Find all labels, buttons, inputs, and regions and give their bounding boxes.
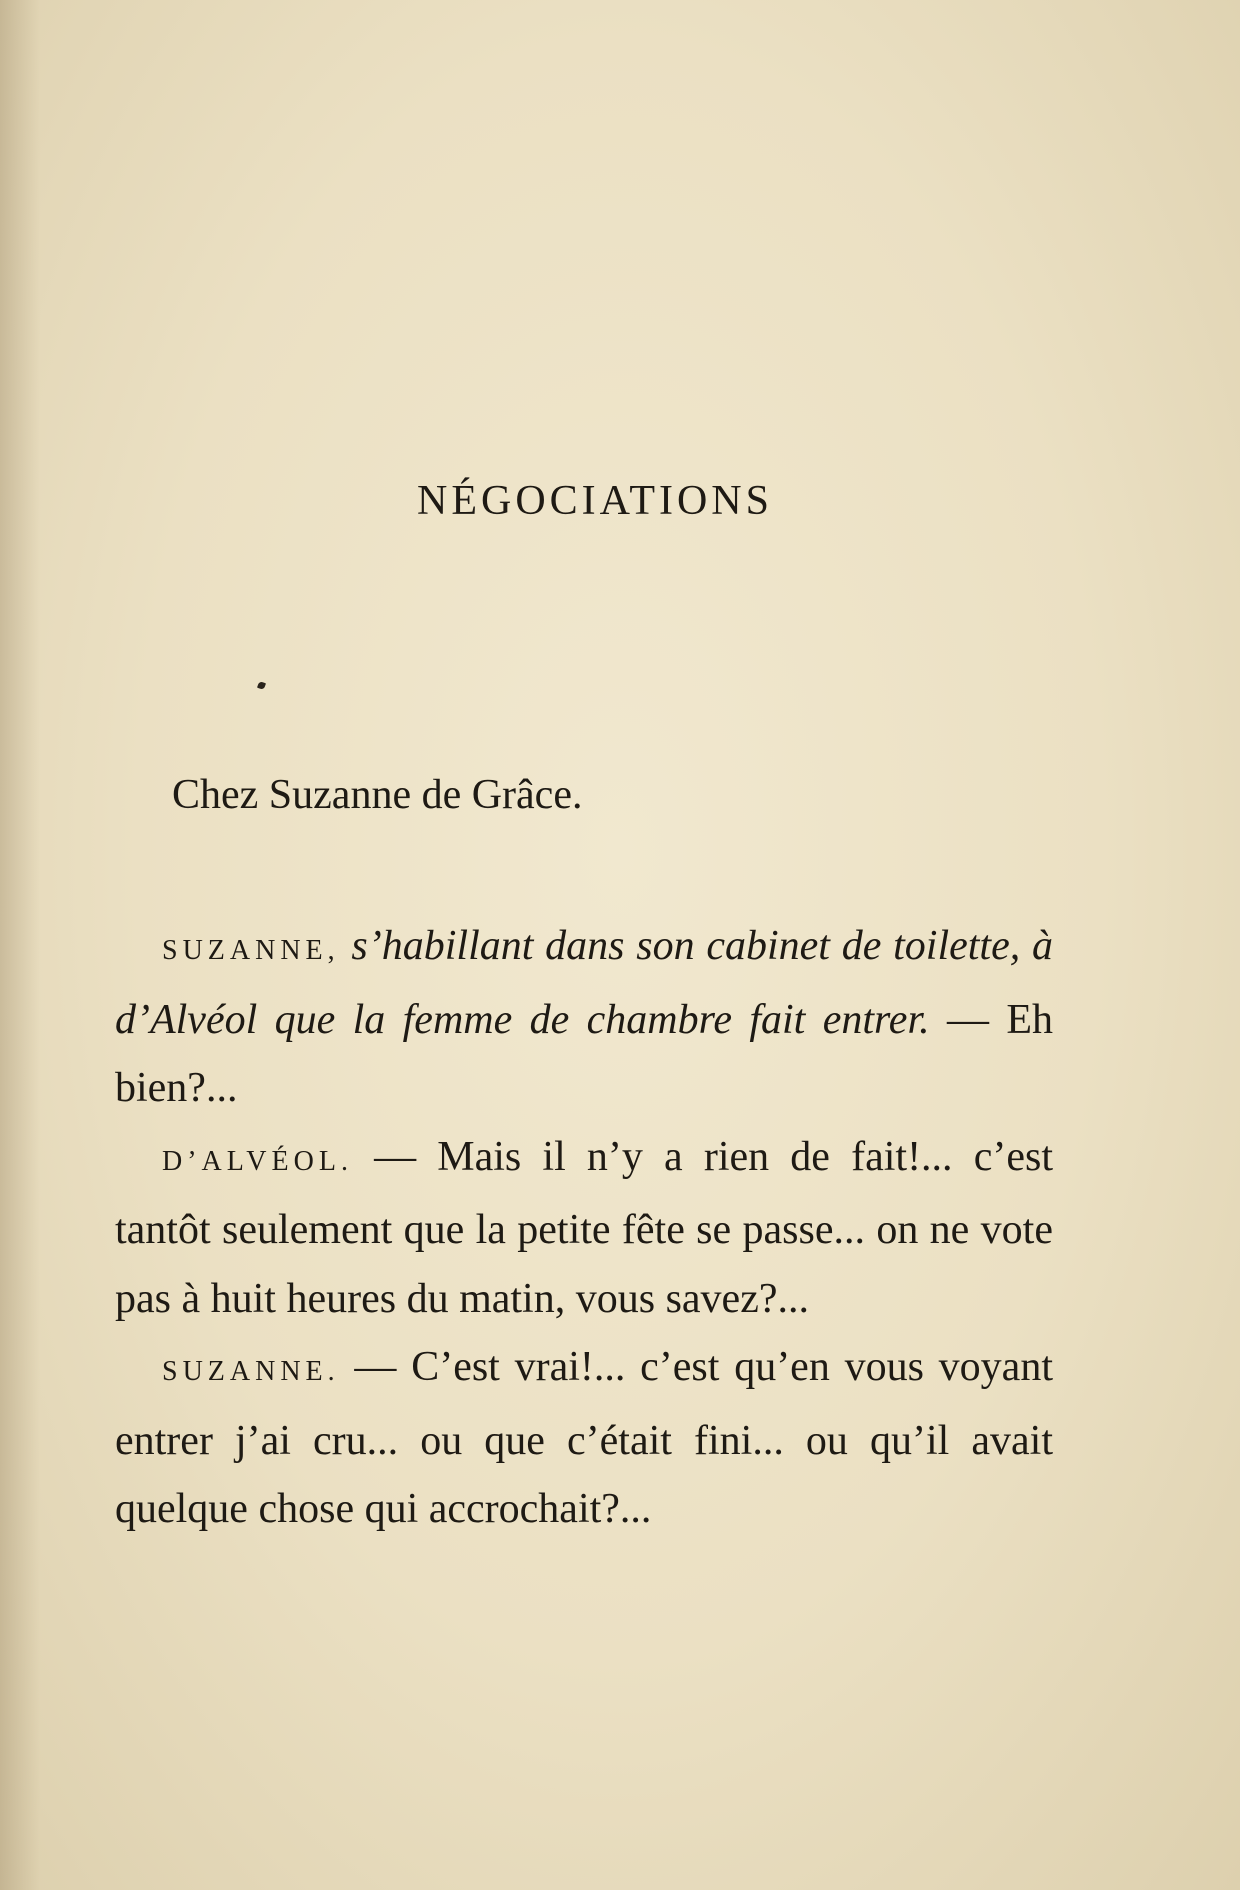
paragraph-suzanne-1: [115, 912, 1053, 1123]
dialogue-text: — Eh bien?...: [115, 996, 1054, 1111]
speaker-name: D’ALVÉOL.: [162, 1145, 353, 1177]
speaker-name: SUZANNE.: [162, 1356, 340, 1387]
ink-speck: [257, 681, 266, 690]
paragraph-dalveol: [115, 1123, 1053, 1334]
dialogue-text: — C’est vrai!... c’est qu’en vous voyant entrer j’ai cru... ou que c’était fini... ou qu’il avait quelque chose qui accrochait?...: [115, 1344, 1053, 1532]
chapter-title: NÉGOCIATIONS: [417, 478, 773, 524]
speaker-name: SUZANNE,: [162, 935, 340, 966]
dialogue-body: [115, 912, 1053, 1544]
dialogue-text: — Mais il n’y a rien de fait!... c’est tantôt seulement que la petite fête se passe... on ne vote pas à huit heures du matin, vous savez?...: [115, 1133, 1053, 1322]
stage-direction: s’habillant dans son cabinet de toilette, à d’Alvéol que la femme de chambre fait entrer.: [115, 923, 1053, 1043]
scene-setting: Chez Suzanne de Grâce.: [172, 772, 583, 818]
page-edge-shadow: [0, 0, 40, 1890]
paragraph-suzanne-2: [115, 1333, 1053, 1544]
